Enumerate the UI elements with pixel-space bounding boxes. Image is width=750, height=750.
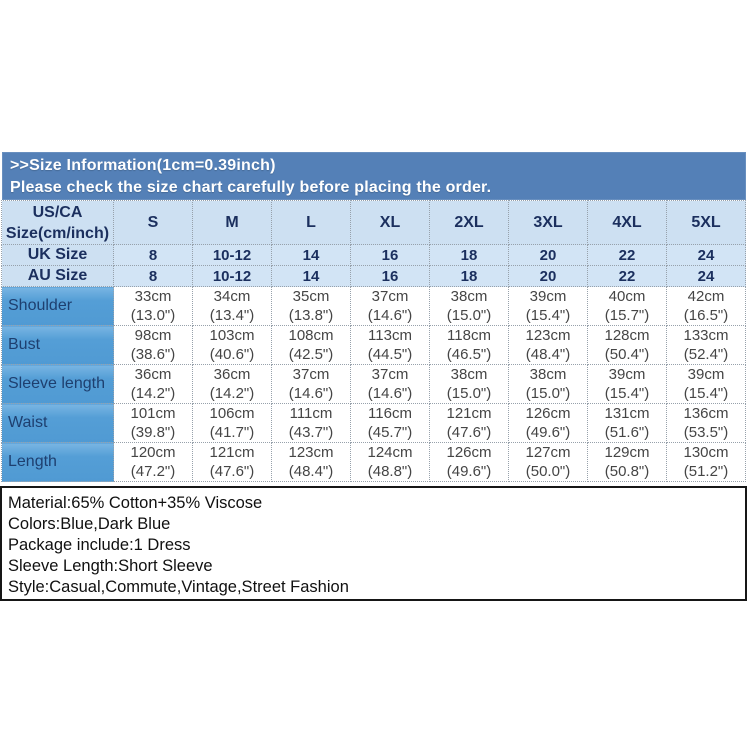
- size-system-value: 18: [430, 266, 509, 287]
- measurement-cell: [272, 365, 351, 404]
- measurement-inch-value: (50.0"): [525, 463, 571, 480]
- measurement-cm-value: 124cm: [367, 444, 413, 461]
- measurement-row-label: Length: [2, 443, 114, 482]
- size-system-value: 24: [667, 266, 746, 287]
- measurement-cm-value: 121cm: [209, 444, 255, 461]
- measurement-cm-value: 116cm: [368, 405, 412, 422]
- measurement-cell: [193, 443, 272, 482]
- size-info-banner: [2, 152, 746, 200]
- measurement-cell: [588, 365, 667, 404]
- measurement-cm-value: 129cm: [604, 444, 650, 461]
- measurement-cell: [667, 404, 746, 443]
- measurement-row-label: Bust: [2, 326, 114, 365]
- measurement-row-label: Sleeve length: [2, 365, 114, 404]
- size-system-value: 14: [272, 245, 351, 266]
- measurement-cell: [114, 365, 193, 404]
- measurement-cell: [114, 326, 193, 365]
- measurement-cm-value: 130cm: [683, 444, 729, 461]
- measurement-inch-value: (47.6"): [209, 463, 255, 480]
- measurement-cell: [193, 287, 272, 326]
- detail-line: Colors:Blue,Dark Blue: [8, 515, 171, 533]
- measurement-inch-value: (47.6"): [446, 424, 492, 441]
- measurement-cm-value: 136cm: [683, 405, 729, 422]
- measurement-cell: [588, 443, 667, 482]
- measurement-inch-value: (51.6"): [604, 424, 650, 441]
- measurement-cell: [272, 443, 351, 482]
- measurement-cell: [509, 404, 588, 443]
- measurement-inch-value: (51.2"): [683, 463, 729, 480]
- measurement-row: [2, 443, 746, 482]
- measurement-cm-value: 42cm: [687, 288, 725, 305]
- measurement-cell: [588, 404, 667, 443]
- measurement-cm-value: 36cm: [213, 366, 251, 383]
- size-column-header: L: [272, 201, 351, 245]
- measurement-cell: [193, 404, 272, 443]
- measurement-cell: [351, 404, 430, 443]
- measurement-cm-value: 131cm: [604, 405, 650, 422]
- detail-line: Material:65% Cotton+35% Viscose: [8, 494, 263, 512]
- measurement-inch-value: (15.0"): [446, 307, 492, 324]
- size-system-value: 8: [114, 266, 193, 287]
- size-system-value: 22: [588, 245, 667, 266]
- measurement-cell: [272, 326, 351, 365]
- measurement-cell: [114, 404, 193, 443]
- size-column-header: XL: [351, 201, 430, 245]
- measurement-inch-value: (41.7"): [209, 424, 255, 441]
- measurement-row-label: Waist: [2, 404, 114, 443]
- measurement-cm-value: 111cm: [289, 405, 333, 422]
- measurement-inch-value: (14.2"): [209, 385, 255, 402]
- detail-line: Package include:1 Dress: [8, 536, 191, 554]
- measurement-inch-value: (48.4"): [288, 463, 334, 480]
- measurement-cm-value: 103cm: [209, 327, 255, 344]
- size-system-value: 20: [509, 245, 588, 266]
- measurement-cm-value: 98cm: [134, 327, 172, 344]
- measurement-inch-value: (15.0"): [446, 385, 492, 402]
- measurement-inch-value: (15.7"): [604, 307, 650, 324]
- measurement-cm-value: 126cm: [446, 444, 492, 461]
- corner-header-line1: US/CA: [32, 203, 83, 221]
- measurement-cm-value: 133cm: [683, 327, 729, 344]
- measurement-cm-value: 106cm: [209, 405, 255, 422]
- measurement-cell: [509, 287, 588, 326]
- measurement-cell: [193, 326, 272, 365]
- size-system-value: 10-12: [193, 266, 272, 287]
- measurement-inch-value: (14.6"): [288, 385, 334, 402]
- measurement-cell: [588, 326, 667, 365]
- measurement-inch-value: (13.0"): [130, 307, 176, 324]
- measurement-cm-value: 113cm: [368, 327, 412, 344]
- size-column-header: 3XL: [509, 201, 588, 245]
- corner-header-line2: Size(cm/inch): [5, 224, 110, 242]
- measurement-cell: [509, 365, 588, 404]
- measurement-cell: [430, 287, 509, 326]
- measurement-cm-value: 36cm: [134, 366, 172, 383]
- size-table: [1, 200, 746, 482]
- measurement-cell: [430, 443, 509, 482]
- measurement-cm-value: 121cm: [446, 405, 492, 422]
- size-system-label: UK Size: [2, 245, 114, 266]
- size-column-header: 5XL: [667, 201, 746, 245]
- measurement-cell: [193, 365, 272, 404]
- measurement-row: [2, 326, 746, 365]
- detail-line: Sleeve Length:Short Sleeve: [8, 557, 213, 575]
- measurement-inch-value: (48.8"): [367, 463, 413, 480]
- measurement-inch-value: (50.8"): [604, 463, 650, 480]
- measurement-cm-value: 118cm: [447, 327, 491, 344]
- measurement-cm-value: 39cm: [687, 366, 725, 383]
- measurement-cell: [509, 443, 588, 482]
- measurement-inch-value: (50.4"): [604, 346, 650, 363]
- measurement-cm-value: 128cm: [604, 327, 650, 344]
- size-system-value: 14: [272, 266, 351, 287]
- measurement-cell: [667, 443, 746, 482]
- measurement-cell: [430, 404, 509, 443]
- size-system-value: 20: [509, 266, 588, 287]
- measurement-cm-value: 123cm: [288, 444, 334, 461]
- size-column-header: S: [114, 201, 193, 245]
- measurement-row-label: Shoulder: [2, 287, 114, 326]
- measurement-inch-value: (45.7"): [367, 424, 413, 441]
- measurement-cm-value: 37cm: [292, 366, 330, 383]
- measurement-cell: [114, 443, 193, 482]
- measurement-cm-value: 39cm: [529, 288, 567, 305]
- measurement-inch-value: (14.2"): [130, 385, 176, 402]
- measurement-cell: [351, 443, 430, 482]
- measurement-cell: [667, 365, 746, 404]
- measurement-cm-value: 37cm: [371, 366, 409, 383]
- measurement-cm-value: 37cm: [371, 288, 409, 305]
- size-column-header: M: [193, 201, 272, 245]
- size-system-row: [2, 266, 746, 287]
- measurement-cell: [509, 326, 588, 365]
- measurement-cm-value: 126cm: [525, 405, 571, 422]
- measurement-cm-value: 35cm: [292, 288, 330, 305]
- measurement-inch-value: (38.6"): [130, 346, 176, 363]
- measurement-inch-value: (13.4"): [209, 307, 255, 324]
- measurement-cell: [351, 365, 430, 404]
- size-system-value: 10-12: [193, 245, 272, 266]
- size-system-value: 24: [667, 245, 746, 266]
- product-details-box: [0, 486, 747, 601]
- measurement-cm-value: 33cm: [134, 288, 172, 305]
- measurement-row: [2, 404, 746, 443]
- measurement-row: [2, 365, 746, 404]
- size-table-body: [2, 201, 746, 482]
- measurement-cell: [272, 287, 351, 326]
- corner-header-cell: [2, 201, 114, 245]
- measurement-cell: [588, 287, 667, 326]
- measurement-cell: [430, 365, 509, 404]
- measurement-inch-value: (15.4"): [604, 385, 650, 402]
- measurement-inch-value: (42.5"): [288, 346, 334, 363]
- measurement-cm-value: 38cm: [450, 366, 488, 383]
- size-system-value: 16: [351, 245, 430, 266]
- measurement-inch-value: (13.8"): [288, 307, 334, 324]
- measurement-cm-value: 38cm: [529, 366, 567, 383]
- size-system-value: 18: [430, 245, 509, 266]
- measurement-cell: [351, 326, 430, 365]
- measurement-cell: [114, 287, 193, 326]
- measurement-inch-value: (14.6"): [367, 307, 413, 324]
- measurement-cell: [430, 326, 509, 365]
- measurement-cm-value: 127cm: [525, 444, 571, 461]
- measurement-inch-value: (15.4"): [683, 385, 729, 402]
- banner-title: >>Size Information(1cm=0.39inch): [10, 157, 276, 174]
- measurement-cell: [272, 404, 351, 443]
- measurement-inch-value: (16.5"): [683, 307, 729, 324]
- measurement-row: [2, 287, 746, 326]
- measurement-inch-value: (44.5"): [367, 346, 413, 363]
- measurement-cm-value: 101cm: [130, 405, 176, 422]
- measurement-cm-value: 120cm: [130, 444, 176, 461]
- measurement-inch-value: (39.8"): [130, 424, 176, 441]
- measurement-inch-value: (15.4"): [525, 307, 571, 324]
- measurement-inch-value: (46.5"): [446, 346, 492, 363]
- measurement-cm-value: 38cm: [450, 288, 488, 305]
- measurement-inch-value: (43.7"): [288, 424, 334, 441]
- size-system-row: [2, 245, 746, 266]
- measurement-cm-value: 108cm: [288, 327, 334, 344]
- measurement-inch-value: (52.4"): [683, 346, 729, 363]
- measurement-cm-value: 123cm: [525, 327, 571, 344]
- measurement-cell: [667, 326, 746, 365]
- size-system-value: 22: [588, 266, 667, 287]
- measurement-cm-value: 34cm: [213, 288, 251, 305]
- measurement-inch-value: (14.6"): [367, 385, 413, 402]
- measurement-inch-value: (49.6"): [446, 463, 492, 480]
- size-column-header: 2XL: [430, 201, 509, 245]
- measurement-cell: [667, 287, 746, 326]
- measurement-inch-value: (15.0"): [525, 385, 571, 402]
- measurement-cm-value: 40cm: [608, 288, 646, 305]
- detail-line: Style:Casual,Commute,Vintage,Street Fashion: [8, 578, 349, 596]
- measurement-cm-value: 39cm: [608, 366, 646, 383]
- measurement-inch-value: (47.2"): [130, 463, 176, 480]
- measurement-cell: [351, 287, 430, 326]
- size-system-label: AU Size: [2, 266, 114, 287]
- measurement-inch-value: (40.6"): [209, 346, 255, 363]
- size-column-header: 4XL: [588, 201, 667, 245]
- size-system-value: 16: [351, 266, 430, 287]
- measurement-inch-value: (48.4"): [525, 346, 571, 363]
- size-system-value: 8: [114, 245, 193, 266]
- measurement-inch-value: (53.5"): [683, 424, 729, 441]
- banner-subtitle: Please check the size chart carefully before placing the order.: [10, 179, 492, 196]
- measurement-inch-value: (49.6"): [525, 424, 571, 441]
